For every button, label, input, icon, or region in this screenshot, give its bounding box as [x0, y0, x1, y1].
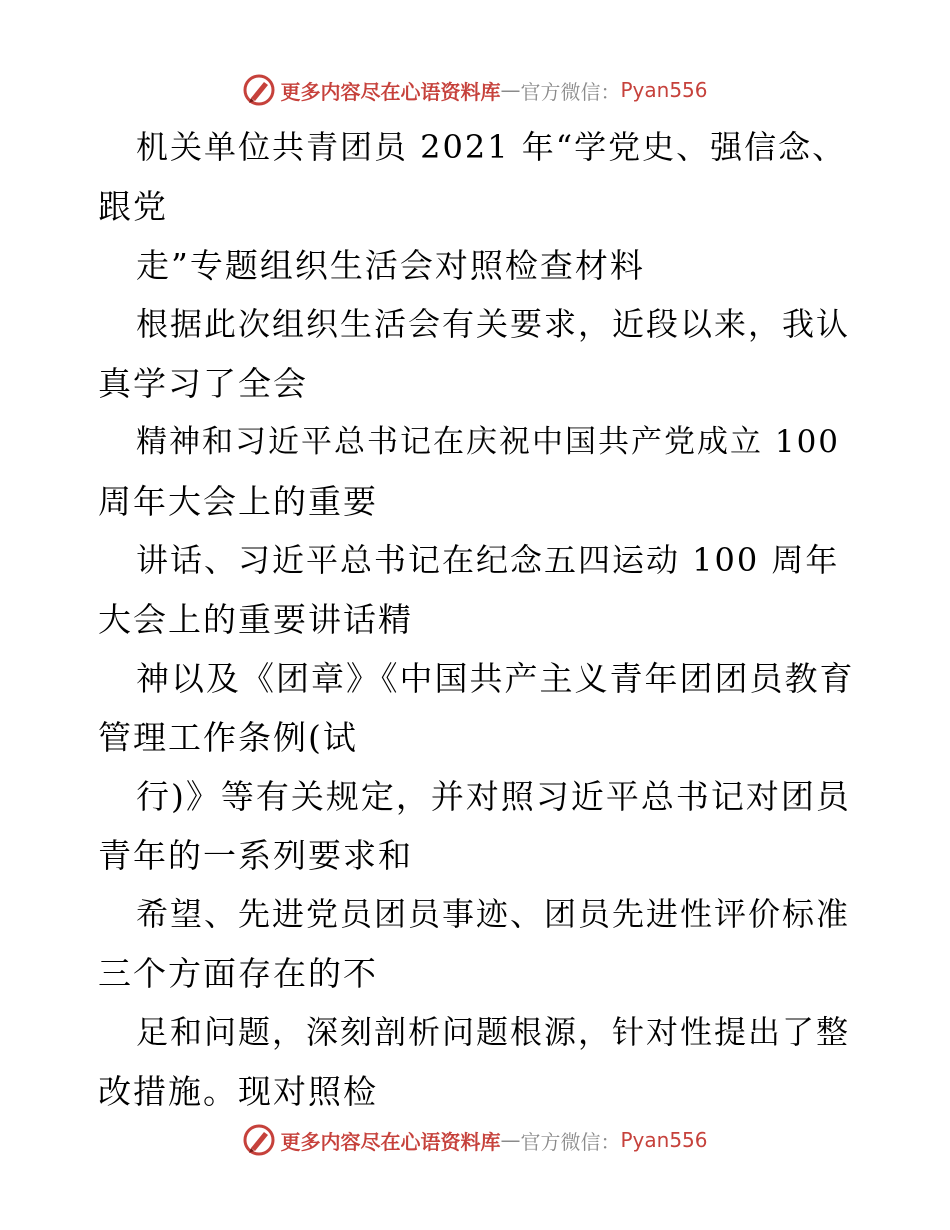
document-body: [98, 118, 858, 1121]
document-line: 精神和习近平总书记在庆祝中国共产党成立 100: [136, 424, 841, 460]
watermark-wechat-label: 官方微信：: [520, 1129, 621, 1154]
document-line: 周年大会上的重要: [98, 482, 378, 521]
document-line: 真学习了全会: [98, 364, 308, 403]
document-line: 根据此次组织生活会有关要求，近段以来，我认: [136, 305, 851, 343]
document-line: 机关单位共青团员 2021 年“学党史、强信念、: [136, 128, 847, 166]
document-line: 足和问题，深刻剖析问题根源，针对性提出了整: [136, 1013, 851, 1051]
watermark-wechat-id: Pyan556: [620, 1128, 708, 1152]
document-line: 行)》等有关规定，并对照习近平总书记对团员: [136, 777, 851, 816]
document-line: 大会上的重要讲话精: [98, 600, 413, 639]
watermark-main-text: 更多内容尽在心语资料库: [280, 1129, 501, 1154]
document-line: 讲话、习近平总书记在纪念五四运动 100 周年: [136, 541, 840, 579]
document-line: 三个方面存在的不: [98, 954, 378, 993]
watermark-header: [0, 70, 950, 110]
red-pen-seal-icon: [242, 73, 276, 107]
red-pen-seal-icon: [242, 1123, 276, 1157]
watermark-wechat-label: 官方微信：: [520, 79, 621, 104]
document-line: 改措施。现对照检: [98, 1072, 378, 1111]
document-line: 走”专题组织生活会对照检查材料: [136, 246, 645, 285]
watermark-wechat-id: Pyan556: [620, 78, 708, 102]
document-line: 青年的一系列要求和: [98, 836, 413, 875]
watermark-separator: —: [500, 1128, 521, 1152]
document-line: 管理工作条例(试: [98, 718, 358, 757]
watermark-separator: —: [500, 78, 521, 102]
watermark-footer: [0, 1120, 950, 1160]
document-line: 神以及《团章》《中国共产主义青年团团员教育: [136, 659, 855, 698]
document-line: 跟党: [98, 187, 168, 226]
document-line: 希望、先进党员团员事迹、团员先进性评价标准: [136, 895, 851, 933]
watermark-main-text: 更多内容尽在心语资料库: [280, 79, 501, 104]
